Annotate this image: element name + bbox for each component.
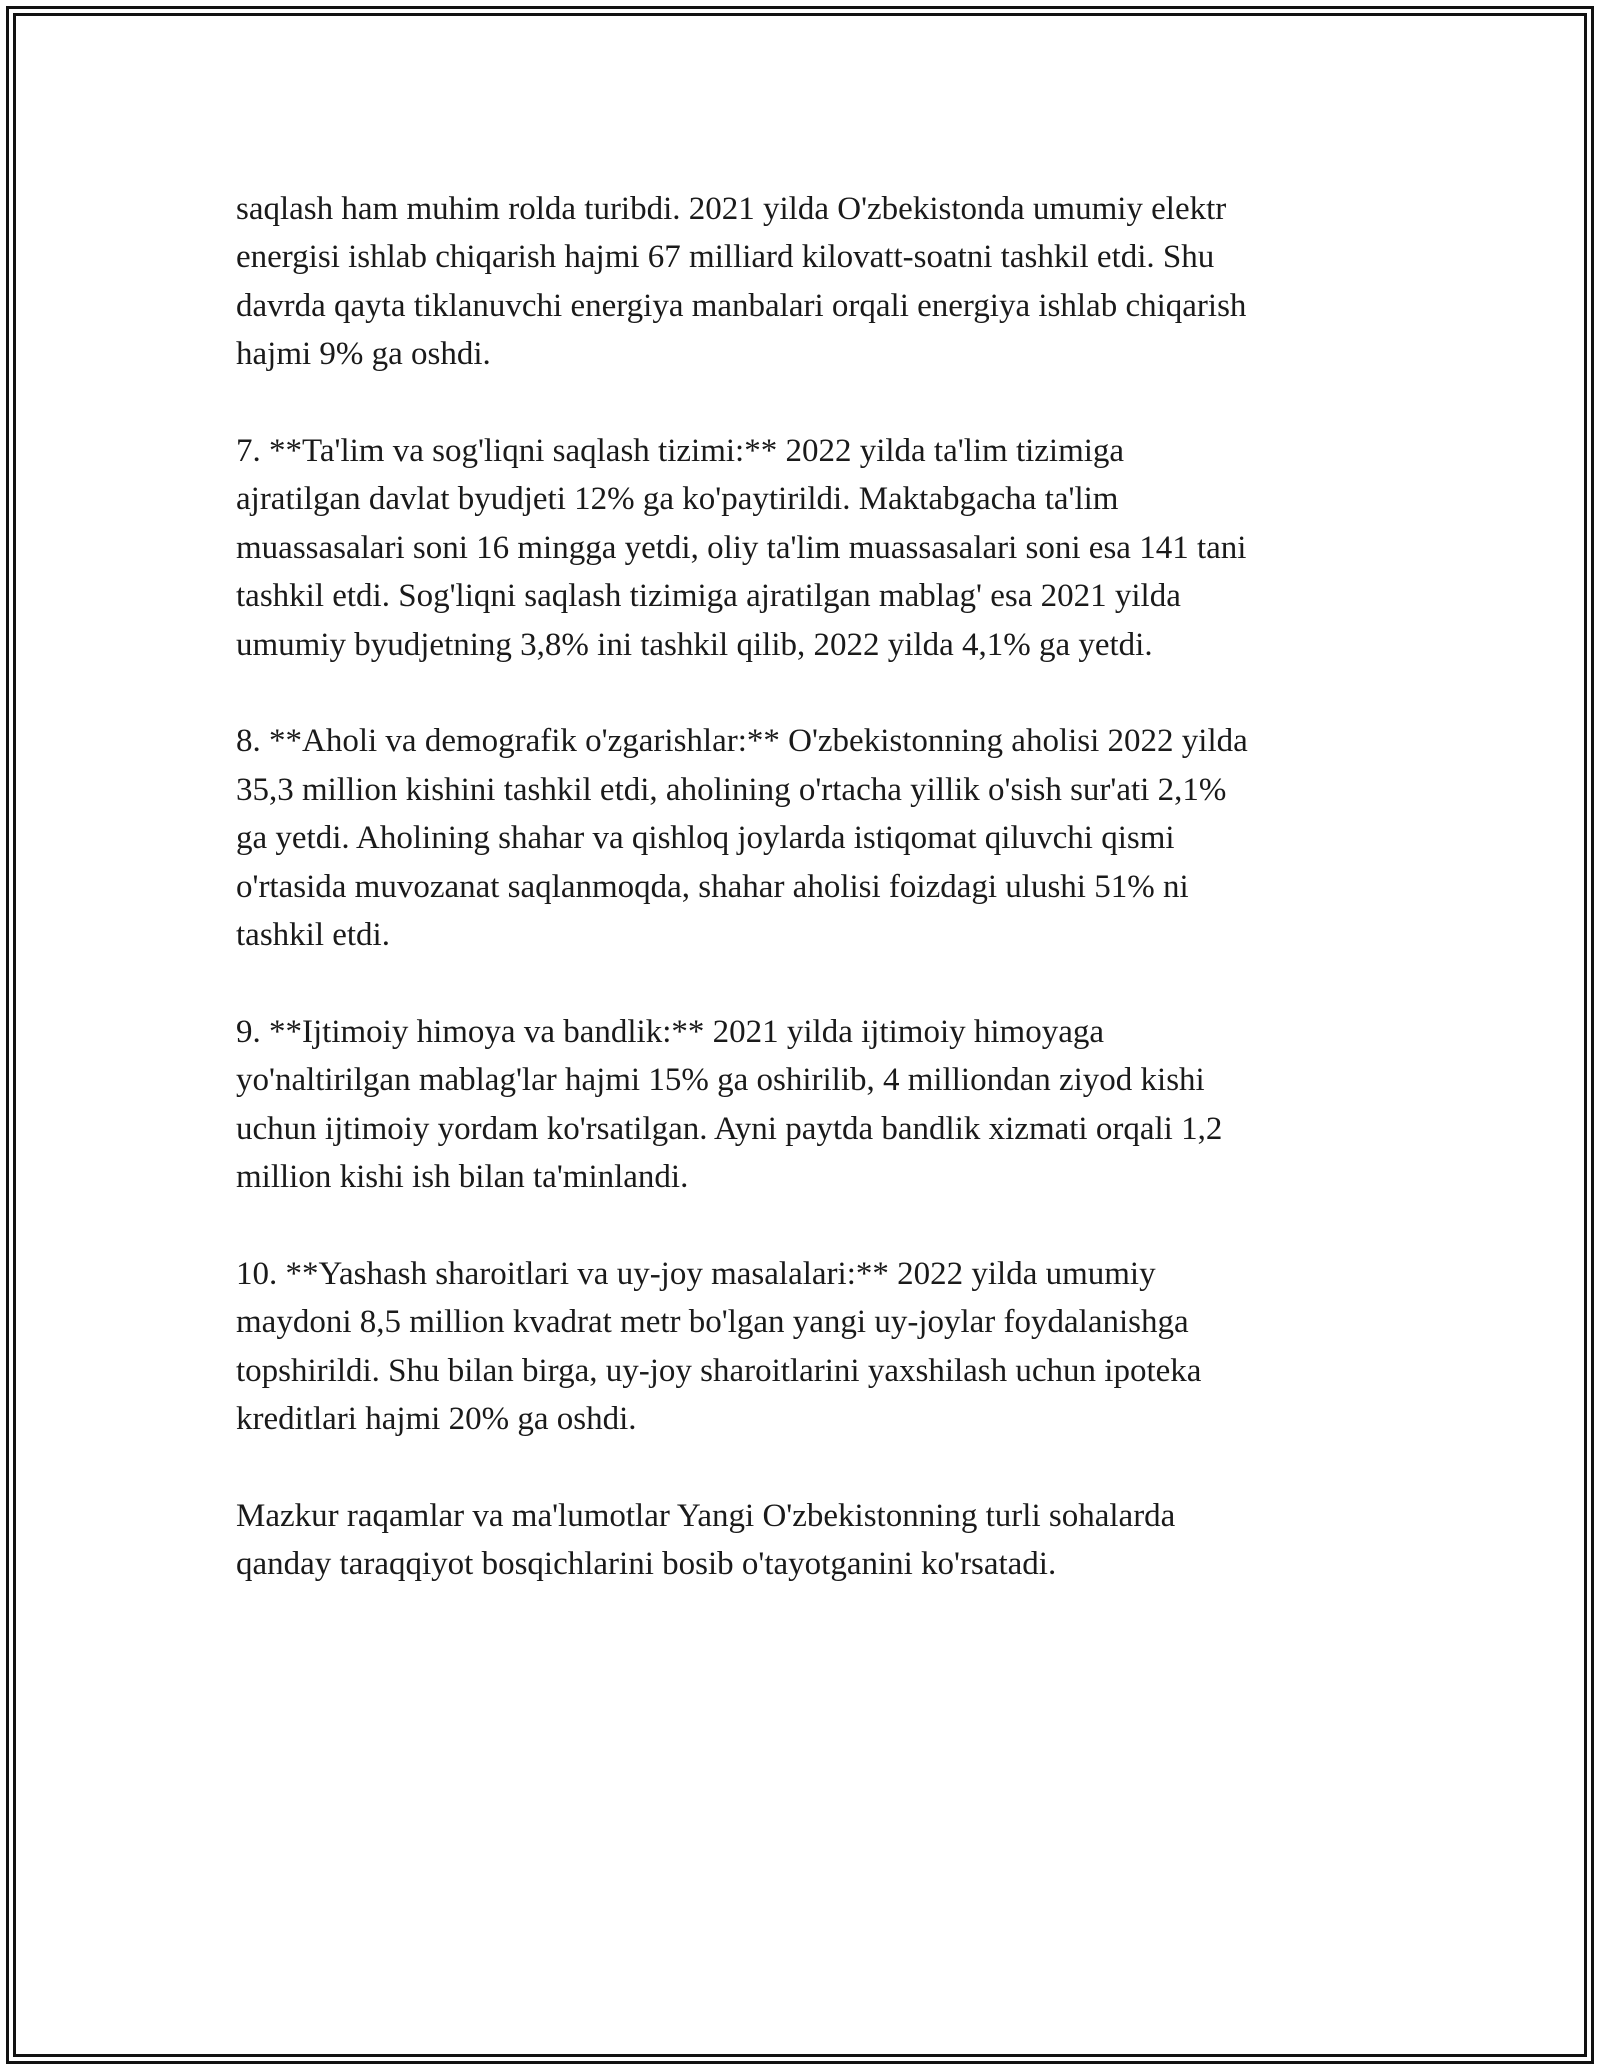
paragraph-conclusion: Mazkur raqamlar va ma'lumotlar Yangi O'zbekistonning turli sohalarda qanday taraqqiyot bosqichlarini bosib o'tayotganini ko'rsatadi. bbox=[236, 1497, 1176, 1583]
paragraph-education-health: 7. **Ta'lim va sog'liqni saqlash tizimi:** 2022 yilda ta'lim tizimiga ajratilgan davlat byudjeti 12% ga ko'paytirildi. Maktabgacha ta'lim muassasalari soni 16 mingga yetdi, oliy ta'lim muassasalari soni esa 141 tani tashkil etdi. Sog'liqni saqlash tizimiga ajratilgan mablag' esa 2021 yilda umumiy byudjetning 3,8% ini tashkil qilib, 2022 yilda 4,1% ga yetdi. bbox=[236, 433, 1247, 663]
paragraph-population-demographics: 8. **Aholi va demografik o'zgarishlar:** O'zbekistonning aholisi 2022 yilda 35,3 million kishini tashkil etdi, aholining o'rtacha yillik o'sish sur'ati 2,1% ga yetdi. Aholining shahar va qishloq joylarda istiqomat qiluvchi qismi o'rtasida muvozanat saqlanmoqda, shahar aholisi foizdagi ulushi 51% ni tashkil etdi. bbox=[236, 723, 1248, 954]
document-body bbox=[236, 185, 1376, 1589]
paragraph-energy-continuation: saqlash ham muhim rolda turibdi. 2021 yilda O'zbekistonda umumiy elektr energisi ishlab chiqarish hajmi 67 milliard kilovatt-soatni tashkil etdi. Shu davrda qayta tiklanuvchi energiya manbalari orqali energiya ishlab chiqarish hajmi 9% ga oshdi. bbox=[236, 191, 1247, 373]
paragraph-social-protection-employment: 9. **Ijtimoiy himoya va bandlik:** 2021 yilda ijtimoiy himoyaga yo'naltirilgan mablag'lar hajmi 15% ga oshirilib, 4 milliondan ziyod kishi uchun ijtimoiy yordam ko'rsatilgan. Ayni paytda bandlik xizmati orqali 1,2 million kishi ish bilan ta'minlandi. bbox=[236, 1013, 1223, 1196]
paragraph-living-conditions-housing: 10. **Yashash sharoitlari va uy-joy masalalari:** 2022 yilda umumiy maydoni 8,5 million kvadrat metr bo'lgan yangi uy-joylar foydalanishga topshirildi. Shu bilan birga, uy-joy sharoitlarini yaxshilash uchun ipoteka kreditlari hajmi 20% ga oshdi. bbox=[236, 1255, 1202, 1438]
